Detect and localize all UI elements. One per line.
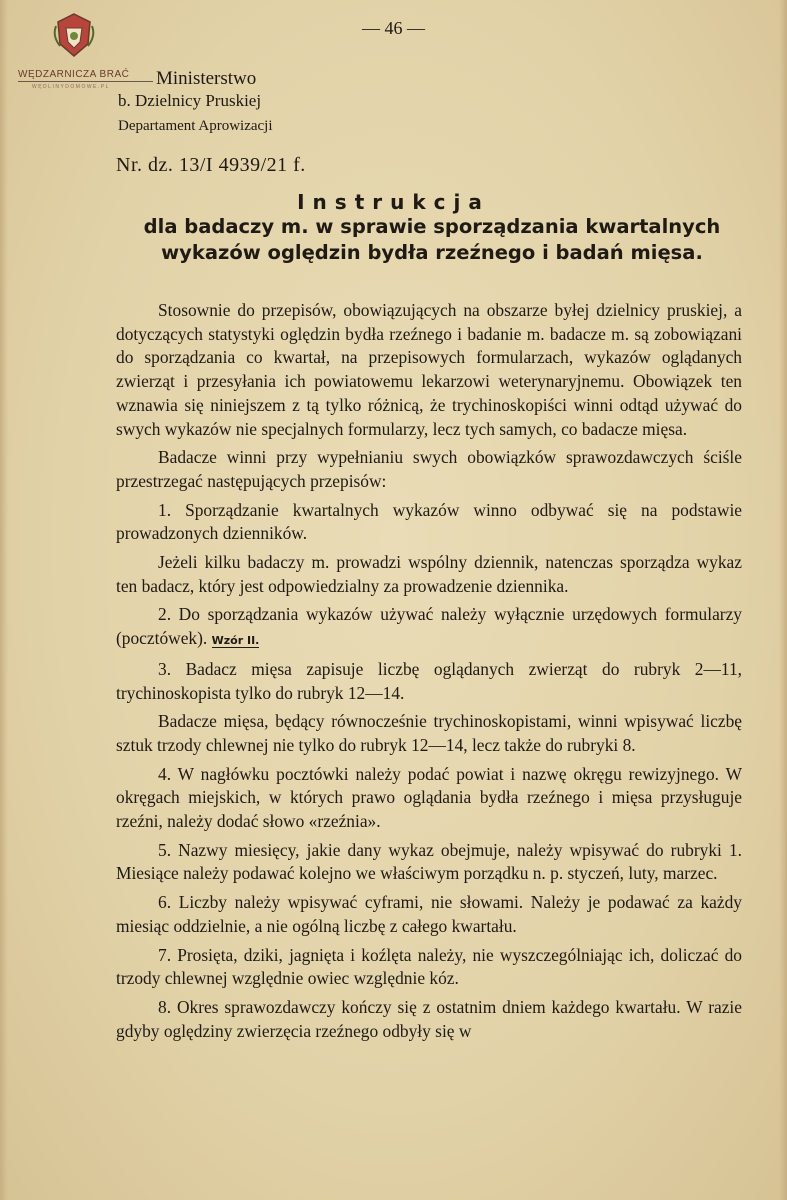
paragraph: 6. Liczby należy wpisywać cyframi, nie słowami. Należy je podawać za każdy miesiąc oddzielnie, a nie ogólną liczbę z całego kwartału. [116, 892, 742, 936]
paragraph: Badacze winni przy wypełnianiu swych obowiązków sprawozdawczych ściśle przestrzegać następujących przepisów: [116, 447, 742, 491]
paragraph-text: 2. Do sporządzania wykazów używać należy wyłącznie urzędowych formularzy (pocztówek). [116, 604, 742, 649]
logo-text: WĘDZARNICZA BRAĆ [18, 69, 130, 80]
ministry-line-1: Ministerstwo [156, 68, 257, 89]
document-title: Instrukcja [297, 190, 490, 214]
logo-subtext: WĘDLINYDOMOWE.PL [32, 84, 110, 90]
form-reference: Wzór II. [211, 634, 260, 648]
reference-number: Nr. dz. 13/I 4939/21 f. [116, 154, 306, 176]
paragraph: Jeżeli kilku badaczy m. prowadzi wspólny dziennik, natenczas sporządza wykaz ten badacz, który jest odpowiedzialny za prowadzenie dziennika. [116, 552, 742, 596]
document-subtitle: dla badaczy m. w sprawie sporządzania kwartalnych wykazów oględzin bydła rzeźnego i badań mięsa. [143, 215, 721, 264]
paragraph: 8. Okres sprawozdawczy kończy się z ostatnim dniem każdego kwartału. W razie gdyby oględziny zwierzęcia rzeźnego odbyły się w [116, 996, 742, 1041]
paragraph: 1. Sporządzanie kwartalnych wykazów winno odbywać się na podstawie prowadzonych dzienników. [116, 499, 742, 544]
paragraph: 5. Nazwy miesięcy, jakie dany wykaz obejmuje, należy wpisywać do rubryki 1. Miesiące należy podawać kolejno we właściwym porządku n. p. styczeń, luty, marzec. [116, 839, 742, 884]
paragraph: 3. Badacz mięsa zapisuje liczbę oglądanych zwierząt do rubryk 2—11, trychinoskopista tylko do rubryk 12—14. [116, 658, 742, 703]
paragraph [116, 603, 742, 652]
logo-divider [18, 81, 153, 82]
ministry-line-2: b. Dzielnicy Pruskiej [118, 91, 262, 110]
document-body [116, 299, 742, 1048]
page-edge-right [779, 0, 787, 1200]
ministry-line-3: Departament Aprowizacji [118, 118, 273, 134]
paragraph: 4. W nagłówku pocztówki należy podać powiat i nazwę okręgu rewizyjnego. W okręgach miejskich, w których prawo oglądania bydła rzeźnego i mięsa przysługuje rzeźni, należy dodać słowo «rzeźnia». [116, 763, 742, 832]
paragraph: Badacze mięsa, będący równocześnie trychinoskopistami, winni wpisywać liczbę sztuk trzody chlewnej nie tylko do rubryk 12—14, lecz także do rubryki 8. [116, 711, 742, 755]
paragraph: 7. Prosięta, dziki, jagnięta i koźlęta należy, nie wyszczególniając ich, doliczać do trzody chlewnej względnie owiec względnie kóz. [116, 944, 742, 989]
page-number: — 46 — [362, 18, 425, 38]
paragraph: Stosownie do przepisów, obowiązujących na obszarze byłej dzielnicy pruskiej, a dotyczących statystyki oględzin bydła rzeźnego i badanie m. badacze m. są zobowiązani do sporządzania co kwartał, na przepisowych formularzach, wykazów oglądanych zwierząt i przesyłania ich powiatowemu lekarzowi weterynaryjnemu. Obowiązek ten wznawia się niniejszem z tą tylko różnicą, że trychinoskopiści winni odtąd używać do swych wykazów nie specjalnych formularzy, lecz tych samych, co badacze mięsa. [116, 300, 742, 439]
page-edge-left [0, 0, 8, 1200]
